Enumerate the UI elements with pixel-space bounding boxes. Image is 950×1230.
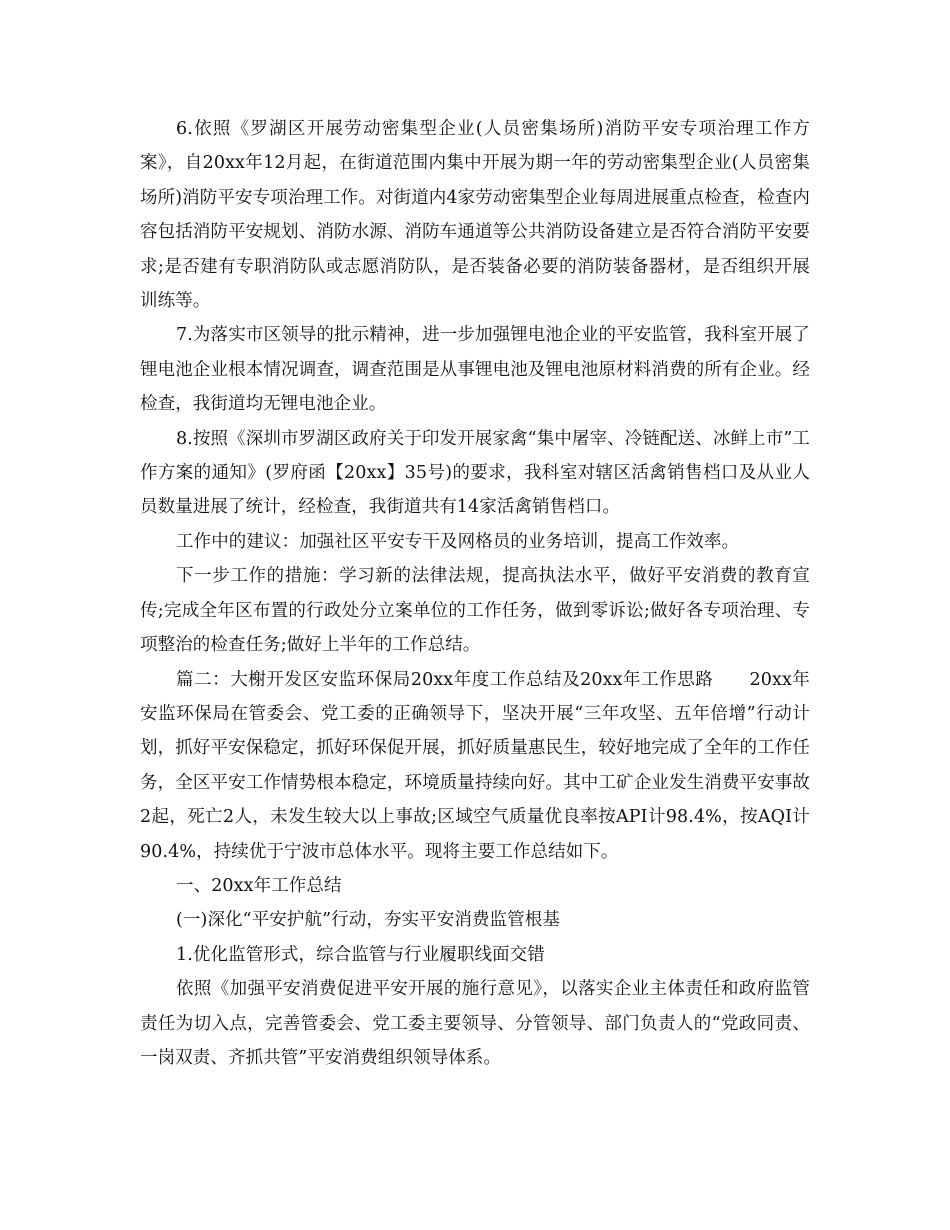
sub-item-heading: 1.优化监管形式，综合监管与行业履职线面交错	[176, 944, 545, 965]
paragraph-item-6: 6.依照《罗湖区开展劳动密集型企业(人员密集场所)消防平安专项治理工作方案》，自20xx年12月起，在街道范围内集中开展为期一年的劳动密集型企业(人员密集场所)消防平安专项治理工作。对街道内4家劳动密集型企业每周进展重点检查，检查内容包括消防平安规划、消防水源、消防车通道等公共消防设备建立是否符合消防平安要求;是否建有专职消防队或志愿消防队，是否装备必要的消防装备器材，是否组织开展训练等。	[140, 119, 810, 312]
paragraph-suggestion: 工作中的建议：加强社区平安专干及网格员的业务培训，提高工作效率。	[176, 531, 740, 552]
document-body	[140, 112, 810, 1075]
paragraph-item-8: 8.按照《深圳市罗湖区政府关于印发开展家禽“集中屠宰、冷链配送、冰鲜上市”工作方案的通知》(罗府函【20xx】35号)的要求，我科室对辖区活禽销售档口及从业人员数量进展了统计，经检查，我街道共有14家活禽销售档口。	[140, 428, 810, 518]
paragraph-body: 依照《加强平安消费促进平安开展的施行意见》，以落实企业主体责任和政府监管责任为切入点，完善管委会、党工委主要领导、分管领导、部门负责人的“党政同责、一岗双责、齐抓共管”平安消费组织领导体系。	[140, 979, 810, 1068]
section-heading: 一、20xx年工作总结	[176, 875, 342, 896]
paragraph-next-steps: 下一步工作的措施：学习新的法律法规，提高执法水平，做好平安消费的教育宣传;完成全年区布置的行政处分立案单位的工作任务，做到零诉讼;做好各专项治理、专项整治的检查任务;做好上半年的工作总结。	[140, 566, 810, 656]
subsection-heading: (一)深化“平安护航”行动，夯实平安消费监管根基	[176, 910, 560, 931]
paragraph-part-two-intro: 篇二：大榭开发区安监环保局20xx年度工作总结及20xx年工作思路 20xx年安监环保局在管委会、党工委的正确领导下，坚决开展“三年攻坚、五年倍增”行动计划，抓好平安保稳定，抓好环保促开展，抓好质量惠民生，较好地完成了全年的工作任务，全区平安工作情势根本稳定，环境质量持续向好。其中工矿企业发生消费平安事故2起，死亡2人，未发生较大以上事故;区域空气质量优良率按API计98.4%，按AQI计90.4%，持续优于宁波市总体水平。现将主要工作总结如下。	[140, 669, 810, 862]
paragraph-item-7: 7.为落实市区领导的批示精神，进一步加强锂电池企业的平安监管，我科室开展了锂电池企业根本情况调查，调查范围是从事锂电池及锂电池原材料消费的所有企业。经检查，我街道均无锂电池企业。	[140, 325, 810, 415]
